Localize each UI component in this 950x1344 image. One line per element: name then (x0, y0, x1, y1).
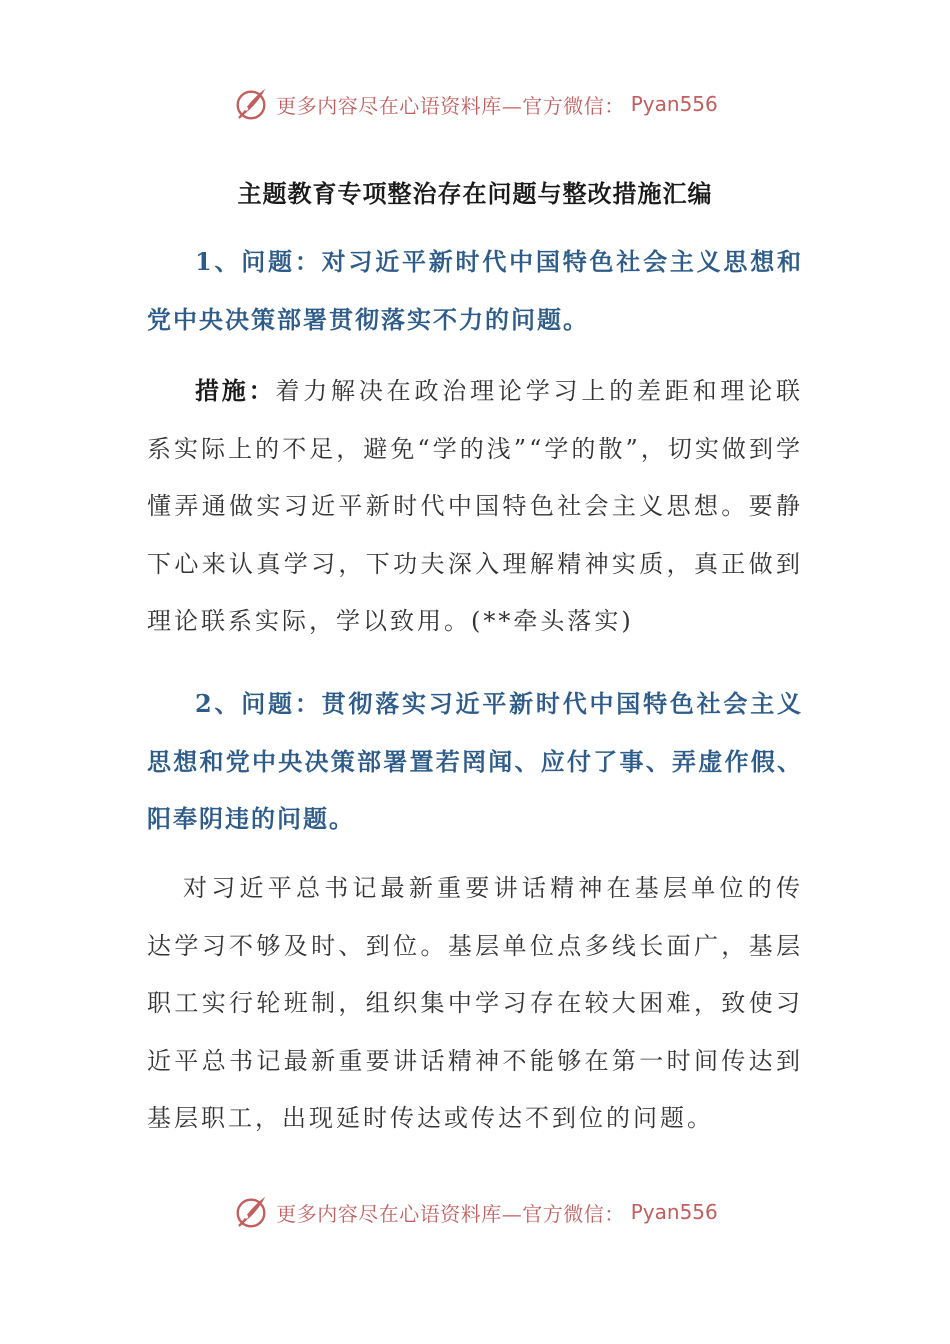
measure-text: 着力解决在政治理论学习上的差距和理论联系实际上的不足，避免“学的浅”“学的散”，切实做到学懂弄通做实习近平新时代中国特色社会主义思想。要静下心来认真学习，下功夫深入理解精神实质，真正做到理论联系实际，学以致用。(**牵头落实) (147, 377, 804, 635)
header-watermark (0, 82, 950, 126)
quill-pen-icon (232, 1193, 270, 1231)
document-title: 主题教育专项整治存在问题与整改措施汇编 (237, 179, 713, 208)
watermark-content (232, 85, 718, 123)
watermark-wechat-id: Pyan556 (630, 1200, 718, 1224)
watermark-text: 更多内容尽在心语资料库—官方微信： (276, 93, 625, 118)
problem-description-2: 对习近平总书记最新重要讲话精神在基层单位的传达学习不够及时、到位。基层单位点多线长面广，基层职工实行轮班制，组织集中学习存在较大困难，致使习近平总书记最新重要讲话精神不能够在第一时间传达到基层职工，出现延时传达或传达不到位的问题。 (147, 874, 803, 1132)
measure-label: 措施： (195, 376, 276, 405)
problem-heading-1: 1、问题：对习近平新时代中国特色社会主义思想和党中央决策部署贯彻落实不力的问题。 (147, 247, 803, 334)
measure-paragraph-1 (147, 362, 803, 651)
watermark-wechat-id: Pyan556 (630, 92, 718, 116)
watermark-content (232, 1193, 718, 1231)
footer-watermark (0, 1190, 950, 1234)
watermark-text: 更多内容尽在心语资料库—官方微信： (276, 1201, 625, 1226)
problem-heading-2: 2、问题：贯彻落实习近平新时代中国特色社会主义思想和党中央决策部署置若罔闻、应付了事、弄虚作假、阳奉阴违的问题。 (147, 689, 803, 833)
quill-pen-icon (232, 85, 270, 123)
